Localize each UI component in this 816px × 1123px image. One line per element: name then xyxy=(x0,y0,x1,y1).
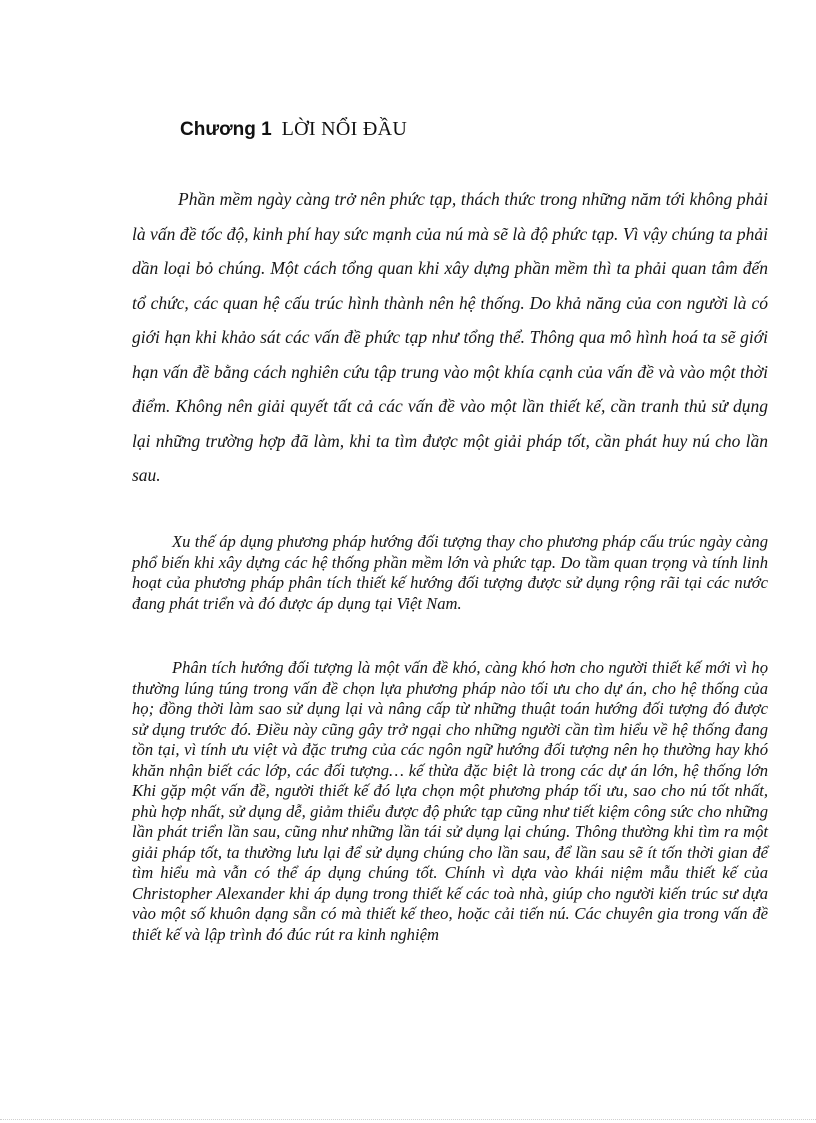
chapter-number: Chương 1 xyxy=(180,119,272,140)
paragraph-analysis: Phân tích hướng đối tượng là một vấn đề khó, càng khó hơn cho người thiết kế mới vì họ thường lúng túng trong vấn đề chọn lựa phương pháp nào tối ưu cho dự án, cho hệ thống của họ; đồng thời làm sao sử dụng lại và nâng cấp từ những thuật toán hướng đối tượng đó được sử dụng trước đó. Điều này cũng gây trở ngại cho những người cần tìm hiểu về hệ thống đang tồn tại, vì tính ưu việt và đặc trưng của các ngôn ngữ hướng đối tượng nên họ thường hay khó khăn nhận biết các lớp, các đối tượng… kế thừa đặc biệt là trong các dự án lớn, hệ thống lớn Khi gặp một vấn đề, người thiết kế đó lựa chọn một phương pháp tối ưu, sao cho nú tốt nhất, phù hợp nhất, sử dụng dễ, giảm thiểu được độ phức tạp cũng như tiết kiệm công sức cho những lần phát triển lần sau, cũng như những lần tái sử dụng lại chúng. Thông thường khi tìm ra một giải pháp tốt, ta thường lưu lại để sử dụng chúng cho lần sau, để lần sau sẽ ít tốn thời gian để tìm hiểu mà vẫn có thể áp dụng chúng tốt. Chính vì dựa vào khái niệm mẫu thiết kế của Christopher Alexander khi áp dụng trong thiết kế các toà nhà, giúp cho người kiến trúc sư dựa vào một số khuôn dạng sẵn có mà thiết kế theo, hoặc cải tiến nú. Các chuyên gia trong vấn đề thiết kế và lập trình đó đúc rút ra kinh nghiệm xyxy=(132,658,768,944)
chapter-title: LỜI NỔI ĐẦU xyxy=(281,118,408,140)
page-bottom-rule xyxy=(0,1119,816,1120)
paragraph-trend: Xu thế áp dụng phương pháp hướng đối tượng thay cho phương pháp cấu trúc ngày càng phổ biến khi xây dựng các hệ thống phần mềm lớn và phức tạp. Do tầm quan trọng và tính linh hoạt của phương pháp phân tích thiết kế hướng đối tượng được sử dụng rộng rãi tại các nước đang phát triển và đó được áp dụng tại Việt Nam. xyxy=(132,532,768,613)
chapter-heading xyxy=(180,118,407,141)
paragraph-intro: Phần mềm ngày càng trở nên phức tạp, thách thức trong những năm tới không phải là vấn đề tốc độ, kinh phí hay sức mạnh của nú mà sẽ là độ phức tạp. Vì vậy chúng ta phải dần loại bỏ chúng. Một cách tổng quan khi xây dựng phần mềm thì ta phải quan tâm đến tổ chức, các quan hệ cấu trúc hình thành nên hệ thống. Do khả năng của con người là có giới hạn khi khảo sát các vấn đề phức tạp như tổng thể. Thông qua mô hình hoá ta sẽ giới hạn vấn đề bằng cách nghiên cứu tập trung vào một khía cạnh của vấn đề và vào một thời điểm. Không nên giải quyết tất cả các vấn đề vào một lần thiết kế, cần tranh thủ sử dụng lại những trường hợp đã làm, khi ta tìm được một giải pháp tốt, cần phát huy nú cho lần sau. xyxy=(132,189,768,485)
